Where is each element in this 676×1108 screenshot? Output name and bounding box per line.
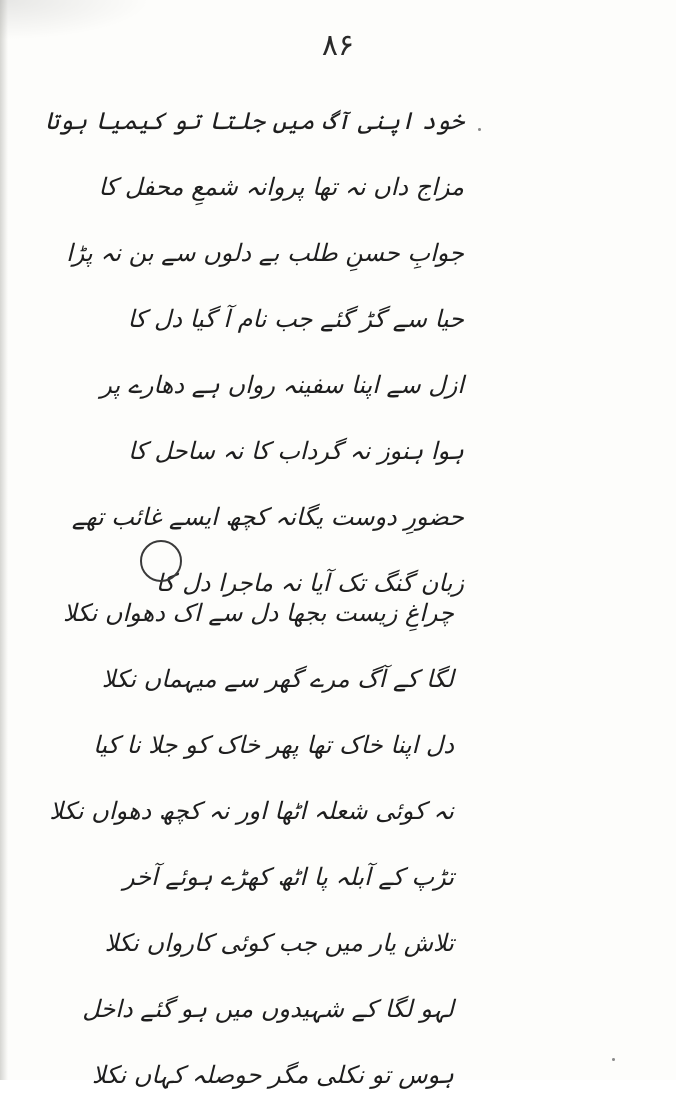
section-divider-circle xyxy=(140,540,182,582)
paper-speck xyxy=(612,1058,615,1061)
verse-line: ہوس تو نکلی مگر حوصلہ کہاں نکلا xyxy=(91,1061,454,1089)
verse-line: زبان گنگ تک آیا نہ ماجرا دل کا xyxy=(155,569,464,597)
verse-line: لہو لگا کے شہیدوں میں ہو گئے داخل xyxy=(82,995,454,1023)
verse-line: دل اپنا خاک تھا پھر خاک کو جلا نا کیا xyxy=(93,731,454,759)
verse-line: جوابِ حسنِ طلب بے دلوں سے بن نہ پڑا xyxy=(66,239,464,267)
verse-line: ازل سے اپنا سفینہ رواں ہے دھارے پر xyxy=(100,371,464,399)
page-number: ۸۶ xyxy=(321,28,355,63)
verse-line: لگا کے آگ مرے گھر سے میہماں نکلا xyxy=(101,665,454,693)
verse-line: ہوا ہنوز نہ گرداب کا نہ ساحل کا xyxy=(128,437,464,465)
verse-line: چراغِ زیست بجھا دل سے اک دھواں نکلا xyxy=(63,599,454,627)
verse-line: حیا سے گڑ گئے جب نام آ گیا دل کا xyxy=(127,305,464,333)
verse-line: مزاج داں نہ تھا پروانہ شمعِ محفل کا xyxy=(98,173,464,201)
verse-line: نہ کوئی شعلہ اٹھا اور نہ کچھ دھواں نکلا xyxy=(49,797,454,825)
verse-line: خود اپنی آگ میں جلتا تو کیمیا ہوتا xyxy=(44,107,464,135)
verse-line: حضورِ دوست یگانہ کچھ ایسے غائب تھے xyxy=(71,503,464,531)
verse-line: تلاش یار میں جب کوئی کارواں نکلا xyxy=(104,929,454,957)
ghazal-two xyxy=(0,580,676,1108)
paper-speck xyxy=(478,128,481,131)
ghazal-one xyxy=(0,88,676,616)
verse-line: تڑپ کے آبلہ پا اٹھ کھڑے ہوئے آخر xyxy=(122,863,454,891)
